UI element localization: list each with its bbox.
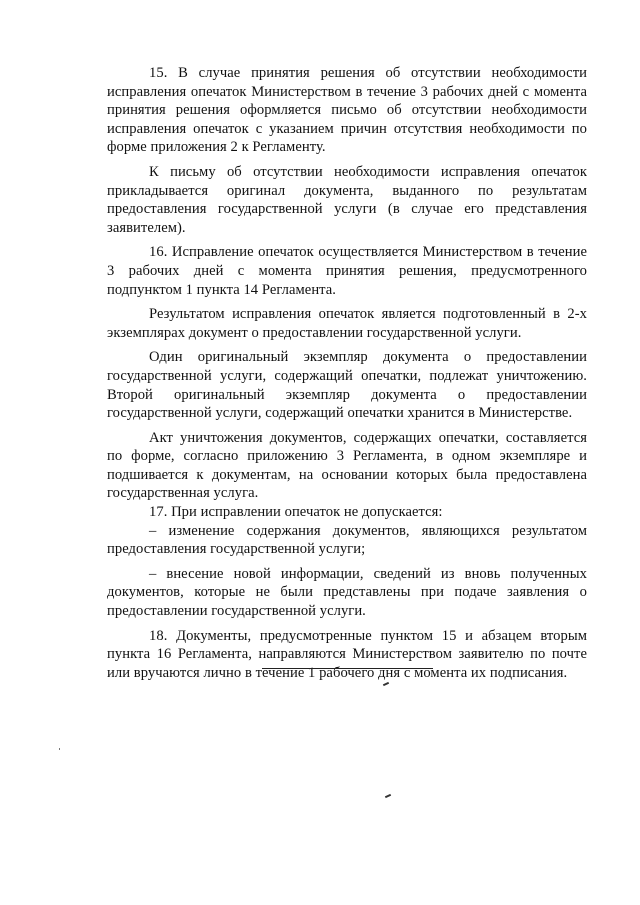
scan-mark [383,682,389,686]
document-body [107,64,587,682]
paragraph-15: 15. В случае принятия решения об отсутствии необходимости исправления опечаток Министерством в течение 3 рабочих дней с момента принятия решения оформляется письмо об отсутствии необходимости исправления опечаток с указанием причин отсутствия необходимости по форме приложения 2 к Регламенту. [107,65,587,156]
paragraph-16-copies: Один оригинальный экземпляр документа о предоставлении государственной услуги, содержащий опечатки, подлежат уничтожению. Второй оригинальный экземпляр документа о предоставлении государственной услуги, содержащий опечатки хранится в Министерстве. [107,349,587,422]
paragraph-16: 16. Исправление опечаток осуществляется Министерством в течение 3 рабочих дней с момента принятия решения, предусмотренного подпунктом 1 пункта 14 Регламента. [107,244,587,298]
paragraph-16-destruction-act: Акт уничтожения документов, содержащих опечатки, составляется по форме, согласно приложению 3 Регламента, в одном экземпляре и подшивается к документам, на основании которых была предоставлена государственная услуга. [107,429,587,502]
scan-mark [385,794,391,798]
paragraph-18: 18. Документы, предусмотренные пунктом 15 и абзацем вторым пункта 16 Регламента, направляются Министерством заявителю по почте или вручаются лично в течение 1 рабочего дня с момента их подписания. [107,627,587,681]
paragraph-16-result: Результатом исправления опечаток является подготовленный в 2-х экземплярах документ о предоставлении государственной услуги. [107,306,587,341]
paragraph-17-item-2: – внесение новой информации, сведений из вновь полученных документов, которые не были представлены при подаче заявления о предоставлении государственной услуги. [107,565,587,620]
paragraph-17: 17. При исправлении опечаток не допускается: [149,504,443,521]
scan-speck [59,748,60,750]
paragraph-17-item-1: – изменение содержания документов, являющихся результатом предоставления государственной услуги; [107,522,587,558]
end-separator-line [262,668,433,669]
paragraph-15-attachment: К письму об отсутствии необходимости исправления опечаток прикладывается оригинал документа, выданного по результатам предоставления государственной услуги (в случае его представления заявителем). [107,163,587,236]
